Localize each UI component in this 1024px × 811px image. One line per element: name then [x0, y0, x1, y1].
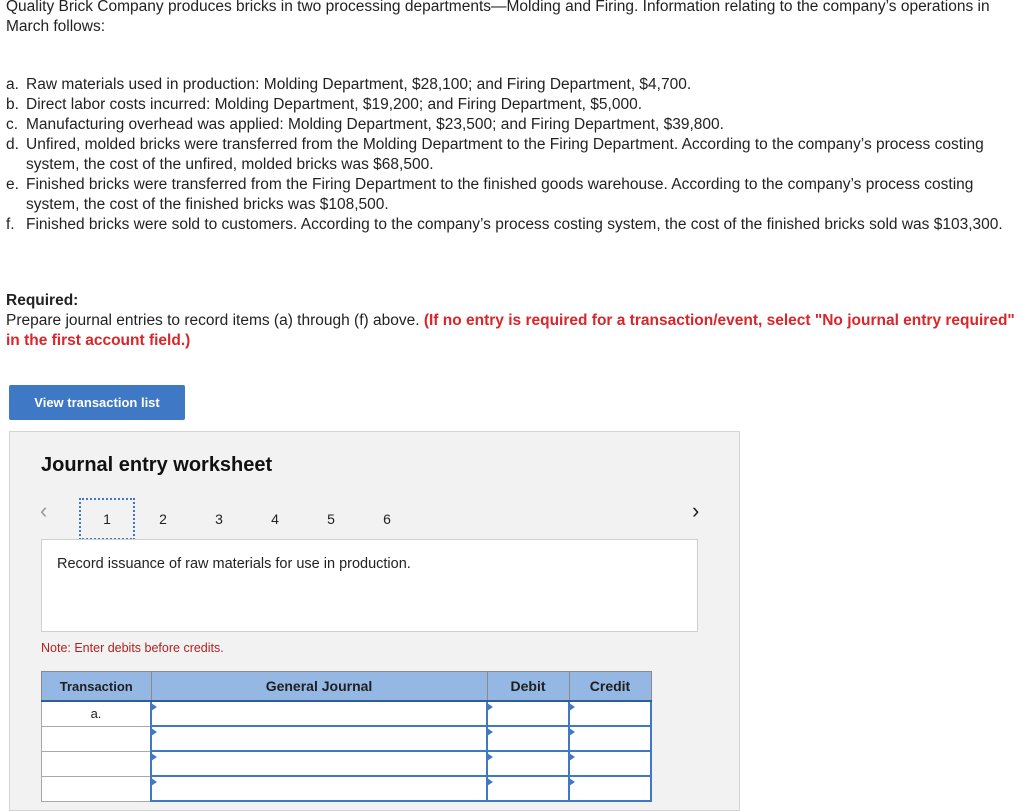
debit-input[interactable] [487, 751, 569, 776]
credit-input[interactable] [569, 726, 651, 751]
dropdown-marker-icon [151, 728, 157, 736]
transaction-cell [42, 726, 152, 751]
column-header-debit: Debit [487, 672, 569, 702]
required-heading: Required: [6, 292, 79, 309]
general-journal-account-select[interactable] [151, 726, 487, 751]
table-row [42, 701, 652, 726]
chevron-right-icon[interactable]: › [692, 498, 700, 523]
item-text: Unfired, molded bricks were transferred from the Molding Department to the Firing Department. According to the company’s process costing system, the cost of the unfired, molded bricks was $68,500. [26, 136, 984, 173]
general-journal-account-select[interactable] [151, 776, 487, 801]
input-marker-icon [569, 778, 575, 786]
dropdown-marker-icon [151, 778, 157, 786]
credit-input[interactable] [569, 776, 651, 801]
list-item [6, 95, 1016, 115]
tab-4[interactable]: 4 [271, 511, 279, 527]
list-item [6, 115, 1016, 135]
item-letter: f. [6, 216, 15, 233]
input-marker-icon [569, 703, 575, 711]
list-item [6, 135, 1016, 175]
table-row [42, 776, 652, 801]
dropdown-marker-icon [151, 703, 157, 711]
list-item [6, 215, 1016, 235]
tab-5[interactable]: 5 [327, 511, 335, 527]
required-instruction: Prepare journal entries to record items (a) through (f) above. [6, 312, 420, 329]
worksheet-tabs [79, 496, 415, 542]
transaction-items-list [6, 75, 1016, 235]
required-section [6, 291, 1016, 351]
item-letter: d. [6, 136, 19, 153]
table-row [42, 751, 652, 776]
journal-table [41, 671, 652, 802]
table-row [42, 726, 652, 751]
general-journal-account-select[interactable] [151, 701, 487, 726]
tab-3[interactable]: 3 [215, 511, 223, 527]
table-header-row [42, 672, 652, 702]
required-instruction-block [6, 311, 1016, 351]
item-letter: b. [6, 96, 19, 113]
transaction-cell [42, 776, 152, 801]
item-text: Raw materials used in production: Molding Department, $28,100; and Firing Department, $4,700. [26, 76, 692, 93]
debit-input[interactable] [487, 776, 569, 801]
entry-description-box [41, 539, 698, 632]
tab-1[interactable]: 1 [79, 498, 135, 540]
item-text: Finished bricks were transferred from the Firing Department to the finished goods warehouse. According to the company’s process costing system, the cost of the finished bricks was $108,500. [26, 176, 974, 213]
dropdown-marker-icon [151, 753, 157, 761]
view-transaction-list-button[interactable]: View transaction list [9, 385, 185, 420]
general-journal-account-select[interactable] [151, 751, 487, 776]
input-marker-icon [487, 703, 493, 711]
required-note: (If no entry is required for a transaction/event, select "No journal entry required" in the first account field.) [6, 312, 1015, 349]
input-marker-icon [569, 753, 575, 761]
input-marker-icon [487, 753, 493, 761]
debit-input[interactable] [487, 726, 569, 751]
transaction-cell [42, 751, 152, 776]
input-marker-icon [487, 728, 493, 736]
credit-input[interactable] [569, 751, 651, 776]
tab-2[interactable]: 2 [159, 511, 167, 527]
debit-input[interactable] [487, 701, 569, 726]
item-letter: a. [6, 76, 19, 93]
item-letter: e. [6, 176, 19, 193]
list-item [6, 175, 1016, 215]
item-text: Manufacturing overhead was applied: Molding Department, $23,500; and Firing Department, $39,800. [26, 116, 724, 133]
journal-entry-worksheet-panel [9, 431, 740, 811]
debits-note: Note: Enter debits before credits. [41, 641, 224, 655]
column-header-general-journal: General Journal [151, 672, 487, 702]
chevron-left-icon[interactable]: ‹ [40, 498, 48, 523]
credit-input[interactable] [569, 701, 651, 726]
problem-intro: Quality Brick Company produces bricks in two processing departments—Molding and Firing. Information relating to the company’s operations in March follows: [6, 0, 990, 35]
column-header-transaction: Transaction [42, 672, 152, 702]
list-item [6, 75, 1016, 95]
item-text: Finished bricks were sold to customers. According to the company’s process costing system, the cost of the finished bricks sold was $103,300. [26, 216, 1003, 233]
input-marker-icon [569, 728, 575, 736]
input-marker-icon [487, 778, 493, 786]
item-text: Direct labor costs incurred: Molding Department, $19,200; and Firing Department, $5,000. [26, 96, 643, 113]
item-letter: c. [6, 116, 19, 133]
worksheet-title: Journal entry worksheet [41, 454, 273, 476]
entry-description: Record issuance of raw materials for use in production. [57, 556, 411, 572]
transaction-cell: a. [42, 701, 152, 726]
column-header-credit: Credit [569, 672, 651, 702]
tab-6[interactable]: 6 [383, 511, 391, 527]
